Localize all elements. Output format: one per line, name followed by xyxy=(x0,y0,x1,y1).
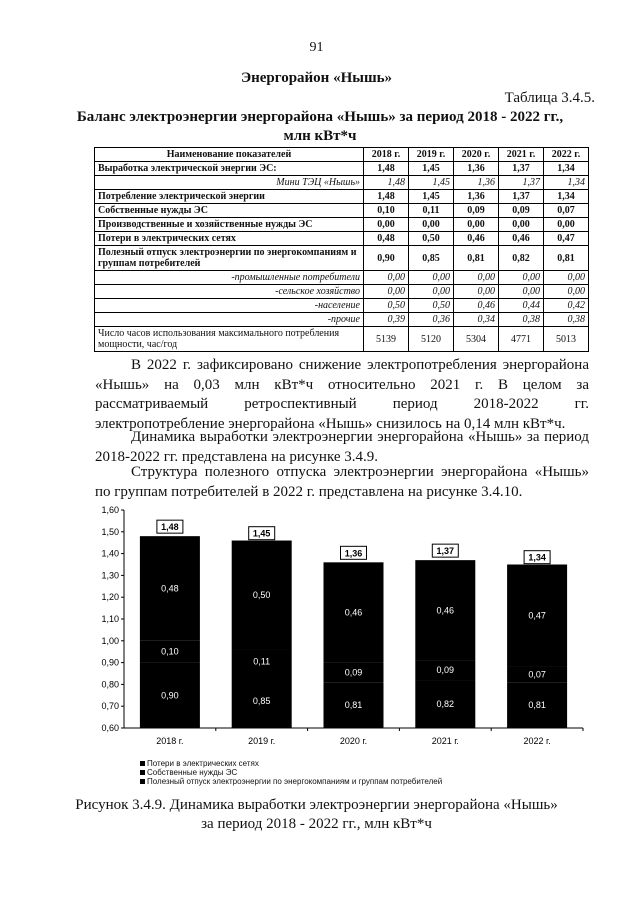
table-row xyxy=(95,327,589,352)
row-label: Полезный отпуск электроэнергии по энергокомпаниям и группам потребителей xyxy=(95,246,364,271)
row-value: 0,00 xyxy=(499,218,544,232)
row-label: Собственные нужды ЭС xyxy=(95,204,364,218)
row-value: 1,48 xyxy=(364,190,409,204)
row-value: 0,42 xyxy=(544,299,589,313)
row-value: 0,81 xyxy=(454,246,499,271)
row-value: 1,36 xyxy=(454,176,499,190)
row-value: 1,37 xyxy=(499,190,544,204)
row-value: 0,00 xyxy=(364,271,409,285)
table-header-row xyxy=(95,148,589,162)
header-cell: 2020 г. xyxy=(454,148,499,162)
row-value: 0,00 xyxy=(409,218,454,232)
legend-label: Собственные нужды ЭС xyxy=(147,768,238,777)
data-label: 0,10 xyxy=(161,646,179,657)
row-label: Потребление электрической энергии xyxy=(95,190,364,204)
y-tick-label: 1,30 xyxy=(101,570,119,581)
total-label: 1,48 xyxy=(161,522,179,533)
paragraph-2: Динамика выработки электроэнергии энергорайона «Нышь» за период 2018-2022 гг. представлена на рисунке 3.4.9. xyxy=(95,429,589,465)
header-cell: 2022 г. xyxy=(544,148,589,162)
row-label: Число часов использования максимального потребления мощности, час/год xyxy=(95,327,364,352)
row-value: 0,39 xyxy=(364,313,409,327)
table-row xyxy=(95,313,589,327)
row-label: -сельское хозяйство xyxy=(95,285,364,299)
row-value: 0,47 xyxy=(544,232,589,246)
header-cell: 2018 г. xyxy=(364,148,409,162)
legend-swatch xyxy=(140,761,145,766)
row-value: 0,90 xyxy=(364,246,409,271)
data-label: 0,81 xyxy=(528,700,546,711)
row-value: 5120 xyxy=(409,327,454,352)
row-label: Мини ТЭЦ «Нышь» xyxy=(95,176,364,190)
row-label: Выработка электрической энергии ЭС: xyxy=(95,162,364,176)
page-number: 91 xyxy=(309,40,324,55)
row-value: 1,34 xyxy=(544,176,589,190)
row-label: -прочие xyxy=(95,313,364,327)
paragraph-3: Структура полезного отпуска электроэнергии энергорайона «Нышь» по группам потребителей в 2022 г. представлена на рисунке 3.4.10. xyxy=(95,464,589,500)
data-label: 0,46 xyxy=(344,607,363,618)
legend-label: Потери в электрических сетях xyxy=(147,759,259,768)
chart-bars xyxy=(140,520,567,728)
generation-chart xyxy=(88,506,588,756)
chart-legend xyxy=(140,759,442,786)
row-value: 1,48 xyxy=(364,176,409,190)
row-value: 4771 xyxy=(499,327,544,352)
y-tick-label: 0,60 xyxy=(101,723,119,733)
balance-table xyxy=(94,147,589,352)
row-value: 0,34 xyxy=(454,313,499,327)
row-value: 0,44 xyxy=(499,299,544,313)
total-label: 1,45 xyxy=(252,528,271,539)
legend-swatch xyxy=(140,779,145,784)
row-value: 0,50 xyxy=(409,299,454,313)
y-tick-label: 1,40 xyxy=(101,548,119,559)
row-value: 1,36 xyxy=(454,162,499,176)
total-label: 1,34 xyxy=(528,552,546,563)
row-value: 0,50 xyxy=(364,299,409,313)
x-tick-label: 2022 г. xyxy=(523,736,551,746)
row-value: 0,09 xyxy=(454,204,499,218)
figure-caption-line1: Рисунок 3.4.9. Динамика выработки электроэнергии энергорайона «Нышь» xyxy=(75,797,558,813)
row-label: -население xyxy=(95,299,364,313)
table-row xyxy=(95,176,589,190)
data-label: 0,50 xyxy=(252,590,271,601)
row-value: 0,00 xyxy=(454,218,499,232)
row-value: 0,00 xyxy=(364,285,409,299)
row-value: 1,34 xyxy=(544,162,589,176)
legend-item xyxy=(140,768,442,777)
data-label: 0,07 xyxy=(528,669,546,680)
legend-item xyxy=(140,759,442,768)
row-label: Производственные и хозяйственные нужды ЭС xyxy=(95,218,364,232)
x-tick-label: 2020 г. xyxy=(339,736,368,746)
row-value: 0,00 xyxy=(544,218,589,232)
total-label: 1,36 xyxy=(344,548,363,559)
row-value: 0,00 xyxy=(409,285,454,299)
table-row xyxy=(95,299,589,313)
row-label: -промышленные потребители xyxy=(95,271,364,285)
y-tick-label: 1,20 xyxy=(101,592,119,603)
row-value: 1,37 xyxy=(499,162,544,176)
row-value: 0,46 xyxy=(499,232,544,246)
x-tick-label: 2018 г. xyxy=(156,736,184,746)
row-value: 0,36 xyxy=(409,313,454,327)
data-label: 0,82 xyxy=(436,699,455,710)
table-row xyxy=(95,246,589,271)
table-row xyxy=(95,232,589,246)
legend-item xyxy=(140,777,442,786)
row-value: 0,11 xyxy=(409,204,454,218)
table-title-line1: Баланс электроэнергии энергорайона «Нышь» за период 2018 - 2022 гг., xyxy=(76,109,564,125)
y-tick-label: 1,50 xyxy=(101,526,119,537)
table-body xyxy=(95,162,589,352)
total-label: 1,37 xyxy=(436,546,455,557)
data-label: 0,47 xyxy=(528,610,546,621)
row-value: 0,07 xyxy=(544,204,589,218)
row-value: 1,34 xyxy=(544,190,589,204)
row-value: 0,48 xyxy=(364,232,409,246)
row-value: 1,45 xyxy=(409,162,454,176)
header-cell: Наименование показателей xyxy=(95,148,364,162)
row-value: 0,46 xyxy=(454,299,499,313)
row-value: 5013 xyxy=(544,327,589,352)
data-label: 0,81 xyxy=(344,700,363,711)
region-title: Энергорайон «Нышь» xyxy=(240,70,393,86)
data-label: 0,11 xyxy=(253,656,271,667)
paragraph-1: В 2022 г. зафиксировано снижение электропотребления энергорайона «Нышь» на 0,03 млн кВт*ч относительно 2021 г. В целом за рассматриваемый ретроспективный период 2018-2022 гг. электропотребление энергорайона «Нышь» снизилось на 0,14 млн кВт*ч. xyxy=(95,357,589,432)
y-tick-label: 0,90 xyxy=(101,657,119,668)
legend-label: Полезный отпуск электроэнергии по энергокомпаниям и группам потребителей xyxy=(147,777,443,786)
row-value: 0,82 xyxy=(499,246,544,271)
data-label: 0,09 xyxy=(344,667,363,678)
header-cell: 2019 г. xyxy=(409,148,454,162)
table-row xyxy=(95,218,589,232)
row-value: 0,00 xyxy=(454,271,499,285)
legend-swatch xyxy=(140,770,145,775)
row-value: 5139 xyxy=(364,327,409,352)
row-value: 0,10 xyxy=(364,204,409,218)
y-tick-label: 1,00 xyxy=(101,635,119,646)
y-tick-label: 1,10 xyxy=(101,614,119,624)
row-value: 1,37 xyxy=(499,176,544,190)
row-value: 0,50 xyxy=(409,232,454,246)
row-value: 0,00 xyxy=(454,285,499,299)
row-value: 0,85 xyxy=(409,246,454,271)
row-value: 5304 xyxy=(454,327,499,352)
row-value: 1,48 xyxy=(364,162,409,176)
table-row xyxy=(95,190,589,204)
row-value: 0,00 xyxy=(499,285,544,299)
row-value: 0,38 xyxy=(544,313,589,327)
row-value: 0,00 xyxy=(544,285,589,299)
row-value: 0,81 xyxy=(544,246,589,271)
data-label: 0,90 xyxy=(161,690,179,701)
row-value: 0,00 xyxy=(364,218,409,232)
data-label: 0,48 xyxy=(161,583,179,594)
row-value: 1,36 xyxy=(454,190,499,204)
table-row xyxy=(95,162,589,176)
row-label: Потери в электрических сетях xyxy=(95,232,364,246)
table-number: Таблица 3.4.5. xyxy=(504,90,595,106)
y-tick-label: 1,60 xyxy=(101,506,119,515)
row-value: 0,09 xyxy=(499,204,544,218)
row-value: 0,00 xyxy=(544,271,589,285)
x-tick-label: 2019 г. xyxy=(248,736,276,746)
table-title-line2: млн кВт*ч xyxy=(283,128,357,144)
figure-caption-line2: за период 2018 - 2022 гг., млн кВт*ч xyxy=(201,816,432,832)
data-label: 0,85 xyxy=(252,695,271,706)
row-value: 0,00 xyxy=(499,271,544,285)
data-label: 0,46 xyxy=(436,605,455,616)
y-tick-label: 0,80 xyxy=(101,679,119,690)
figure-caption xyxy=(0,796,633,834)
row-value: 1,45 xyxy=(409,176,454,190)
data-label: 0,09 xyxy=(436,665,455,676)
row-value: 0,38 xyxy=(499,313,544,327)
row-value: 0,46 xyxy=(454,232,499,246)
row-value: 1,45 xyxy=(409,190,454,204)
y-tick-label: 0,70 xyxy=(101,701,119,712)
row-value: 0,00 xyxy=(409,271,454,285)
table-row xyxy=(95,204,589,218)
header-cell: 2021 г. xyxy=(499,148,544,162)
table-title xyxy=(60,108,580,146)
table-row xyxy=(95,271,589,285)
table-row xyxy=(95,285,589,299)
x-tick-label: 2021 г. xyxy=(431,736,459,746)
